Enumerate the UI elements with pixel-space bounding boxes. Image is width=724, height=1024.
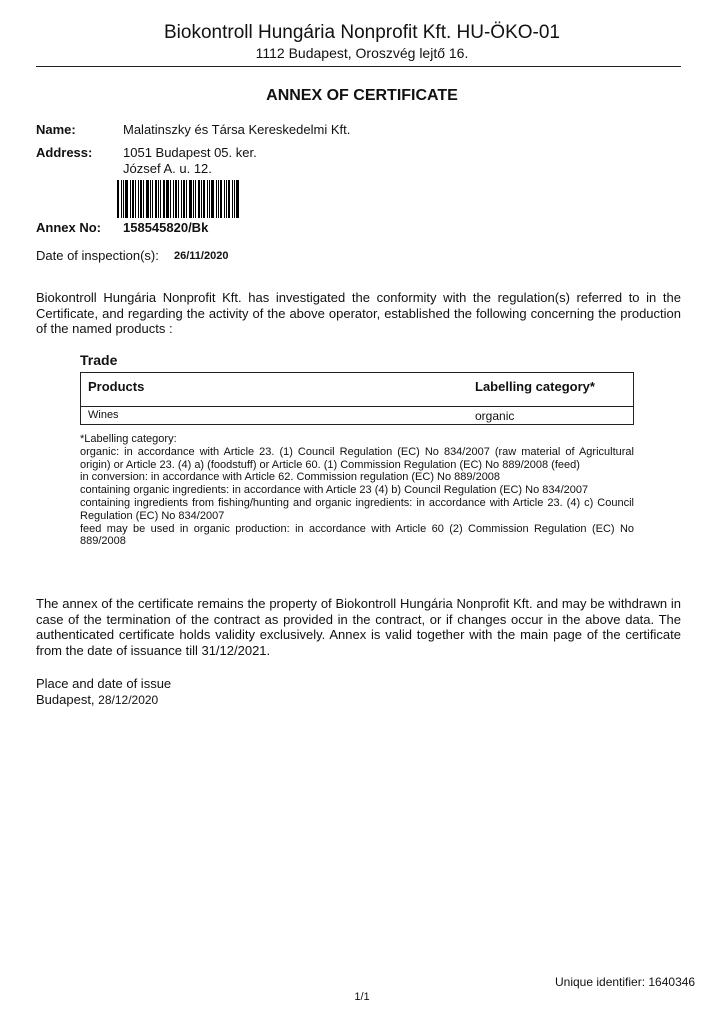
issue-place: Budapest, — [36, 692, 95, 707]
barcode-bar — [195, 180, 196, 218]
annex-number-label: Annex No: — [36, 220, 101, 235]
barcode-bar — [181, 180, 182, 218]
barcode-bar — [198, 180, 200, 218]
table-cell-product: Wines — [88, 409, 119, 421]
barcode-bar — [163, 180, 165, 218]
column-header-products: Products — [88, 379, 145, 394]
barcode-bar — [143, 180, 144, 218]
barcode-bar — [155, 180, 157, 218]
barcode-bar — [170, 180, 171, 218]
barcode-bar — [201, 180, 202, 218]
barcode-bar — [123, 180, 124, 218]
issue-place-date — [36, 692, 158, 708]
unique-identifier: Unique identifier: 1640346 — [555, 975, 696, 989]
barcode-bar — [186, 180, 187, 218]
table-cell-category: organic — [475, 409, 515, 423]
note-fishing-hunting: containing ingredients from fishing/hunting and organic ingredients: in accordance with Article 23. (4) c) Council Regulation (EC) No 834/2007 — [80, 496, 634, 522]
barcode-bar — [203, 180, 205, 218]
barcode-bar — [209, 180, 210, 218]
barcode-bar — [135, 180, 136, 218]
labelling-notes — [80, 433, 634, 548]
section-heading: Trade — [80, 352, 118, 368]
barcode-bar — [146, 180, 149, 218]
document-title: ANNEX OF CERTIFICATE — [266, 87, 458, 104]
barcode-bar — [178, 180, 179, 218]
name-label: Name: — [36, 122, 76, 137]
barcode-bar — [158, 180, 159, 218]
products-table — [80, 372, 634, 425]
barcode-bar — [226, 180, 227, 218]
barcode-bar — [152, 180, 153, 218]
issuer-name: Biokontroll Hungária Nonprofit Kft. HU-ÖKO-01 — [164, 22, 560, 43]
barcode-bar — [189, 180, 192, 218]
operator-address-line1: 1051 Budapest 05. ker. — [123, 145, 257, 160]
barcode-bar — [175, 180, 177, 218]
barcode-bar — [211, 180, 214, 218]
note-organic: organic: in accordance with Article 23. (1) Council Regulation (EC) No 834/2007 (raw material of Agricultural origin) or Article 23. (4) a) (foodstuff) or Article 60. (1) Commission Regulation (EC) No 889/2008 (feed) — [80, 445, 634, 471]
address-label: Address: — [36, 145, 93, 160]
validity-paragraph: The annex of the certificate remains the property of Biokontroll Hungária Nonprofit Kft. and may be withdrawn in case of the termination of the contract as provided in the contract, or if changes occur in the above data. The authenticated certificate holds validity exclusively. Annex is valid together with the main page of the certificate from the date of issuance till 31/12/2021. — [36, 596, 681, 658]
barcode-bar — [232, 180, 233, 218]
annex-number: 158545820/Bk — [123, 220, 209, 235]
issuer-address: 1112 Budapest, Oroszvég lejtő 16. — [255, 45, 469, 61]
barcode-bar — [160, 180, 161, 218]
barcode-bar — [216, 180, 217, 218]
note-feed: feed may be used in organic production: in accordance with Article 60 (2) Commission Regulation (EC) No 889/2008 — [80, 522, 634, 548]
barcode-bar — [130, 180, 131, 218]
issue-label: Place and date of issue — [36, 676, 172, 691]
operator-name: Malatinszky és Társa Kereskedelmi Kft. — [123, 122, 351, 137]
barcode-bar — [193, 180, 194, 218]
barcode-bar — [117, 180, 119, 218]
barcode-bar — [121, 180, 122, 218]
barcode-bar — [207, 180, 208, 218]
note-conversion: in conversion: in accordance with Article 62. Commission regulation (EC) No 889/2008 — [80, 471, 501, 484]
barcode-bar — [150, 180, 151, 218]
barcode-bar — [125, 180, 128, 218]
notes-heading: *Labelling category: — [80, 433, 177, 445]
page-number: 1/1 — [354, 991, 370, 1003]
column-header-category: Labelling category* — [475, 379, 595, 394]
inspection-label: Date of inspection(s): — [36, 248, 159, 263]
barcode-bar — [138, 180, 139, 218]
barcode-bar — [224, 180, 225, 218]
barcode — [117, 180, 242, 218]
barcode-bar — [220, 180, 222, 218]
barcode-bar — [218, 180, 219, 218]
barcode-bar — [236, 180, 239, 218]
barcode-bar — [183, 180, 185, 218]
barcode-bar — [234, 180, 235, 218]
header-divider — [36, 66, 681, 67]
intro-paragraph: Biokontroll Hungária Nonprofit Kft. has investigated the conformity with the regulation(s) referred to in the Certificate, and regarding the activity of the above operator, established the following concerning the production of the named products : — [36, 290, 681, 336]
note-containing-organic: containing organic ingredients: in accordance with Article 23 (4) b) Council Regulation (EC) No 834/2007 — [80, 484, 589, 497]
barcode-bar — [228, 180, 230, 218]
table-divider — [81, 406, 633, 407]
barcode-bar — [166, 180, 169, 218]
barcode-bar — [173, 180, 174, 218]
barcode-bar — [132, 180, 134, 218]
inspection-date: 26/11/2020 — [174, 250, 229, 262]
barcode-bar — [140, 180, 142, 218]
operator-address-line2: József A. u. 12. — [123, 161, 212, 176]
issue-date: 28/12/2020 — [98, 693, 159, 707]
